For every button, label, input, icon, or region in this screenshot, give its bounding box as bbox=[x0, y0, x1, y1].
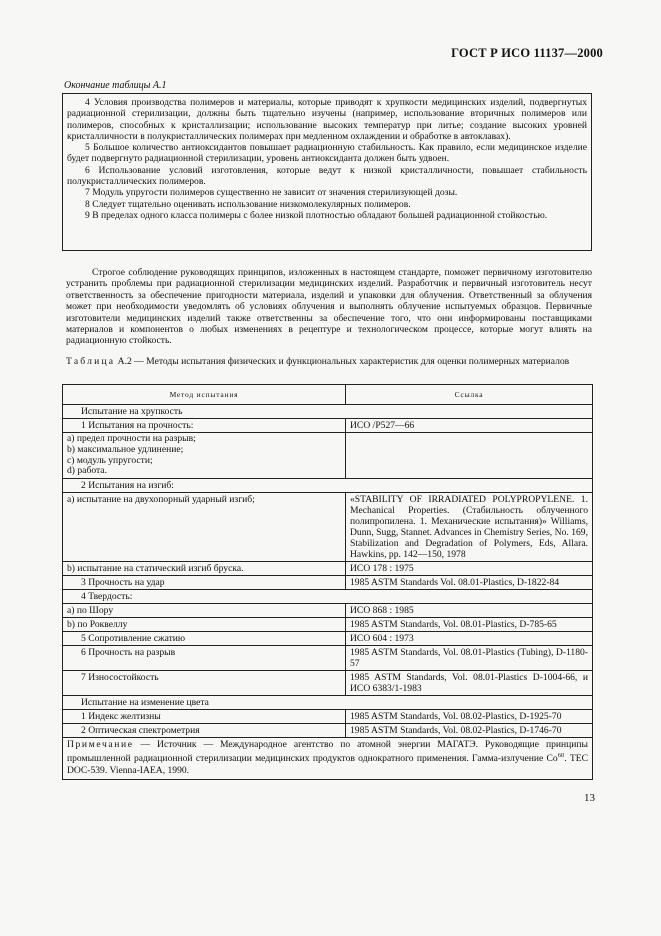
method-cell: 1 Индекс желтизны bbox=[63, 710, 346, 724]
table-row bbox=[63, 562, 593, 576]
reference-cell: 1985 ASTM Standards, Vol. 08.02-Plastics, D-1925-70 bbox=[346, 710, 593, 724]
list-item: b) максимальное удлинение; bbox=[67, 443, 184, 455]
table-a2-caption-text: А.2 — Методы испытания физических и функциональных характеристик для оценки полимерных материалов bbox=[117, 356, 570, 367]
table-row bbox=[63, 433, 593, 479]
list-item: а) предел прочности на разрыв; bbox=[67, 433, 196, 444]
reference-cell: ИСО 178 : 1975 bbox=[346, 562, 593, 576]
table-row bbox=[63, 618, 593, 632]
method-cell: b) испытание на статический изгиб бруска. bbox=[63, 562, 346, 576]
reference-cell: ИСО /Р527—66 bbox=[346, 419, 593, 433]
table-row bbox=[63, 671, 593, 696]
table-a1-item: 4 Условия производства полимеров и материалы, которые приводят к хрупкости медицинских изделий, подвергнутых радиационной стерилизации, должны быть тщательно изучены (например, использование вторичных полимеров или полимеров, способных к кристаллизации; использование высоких температур при литье; создание высоких уровней кристалличности в полукристаллических полимерах при медленном охлаждении и обработке в автоклавах). bbox=[67, 97, 587, 142]
method-cell: 3 Прочность на удар bbox=[63, 576, 346, 590]
method-cell: 6 Прочность на разрыв bbox=[63, 646, 346, 671]
method-cell: b) по Роквеллу bbox=[63, 618, 346, 632]
table-section-row bbox=[63, 696, 593, 710]
table-a1-item: 7 Модуль упругости полимеров существенно не зависит от значения стерилизующей дозы. bbox=[85, 187, 458, 199]
method-cell: 2 Оптическая спектрометрия bbox=[63, 724, 346, 738]
reference-cell: 1985 ASTM Standards, Vol. 08.01-Plastics (Tubing), D-1180-57 bbox=[346, 646, 593, 671]
note-text: — Источник — Международное агентство по атомной энергии МАГАТЭ. Руководящие принципы промышленной радиационной стерилизации медицинских продуктов однократного применения. Гамма-излучение Со bbox=[67, 739, 588, 765]
table-a2 bbox=[62, 384, 593, 738]
table-section-row bbox=[63, 405, 593, 419]
table-a1-item: 9 В пределах одного класса полимеры с более низкой плотностью обладают большей радиационной стойкостью. bbox=[85, 209, 548, 221]
method-cell: 1 Испытания на прочность: bbox=[63, 419, 346, 433]
table-row bbox=[63, 604, 593, 618]
column-header-reference: Ссылка bbox=[346, 385, 593, 405]
table-a1-item: 6 Использование условий изготовления, которые ведут к низкой кристалличности, повышает стабильность полукристаллических полимеров. bbox=[67, 164, 587, 188]
reference-cell: 1985 ASTM Standards, Vol. 08.01-Plastics D-1004-66, и ИСО 6383/1-1983 bbox=[346, 671, 593, 696]
list-item: d) работа. bbox=[67, 465, 107, 477]
table-row bbox=[63, 419, 593, 433]
table-a2-caption-word: Таблица bbox=[66, 356, 116, 367]
method-cell: а) испытание на двухопорный ударный изгиб; bbox=[63, 493, 346, 562]
list-item: с) модуль упругости; bbox=[67, 454, 153, 466]
note-superscript: 60 bbox=[557, 752, 565, 760]
table-row bbox=[63, 710, 593, 724]
section-color: Испытание на изменение цвета bbox=[63, 696, 593, 710]
table-a1-item: 8 Следует тщательно оценивать использование низкомолекулярных полимеров. bbox=[85, 198, 411, 210]
method-cell: 5 Сопротивление сжатию bbox=[63, 632, 346, 646]
method-cell: а) по Шору bbox=[63, 604, 346, 618]
table-row bbox=[63, 493, 593, 562]
table-a1-continuation bbox=[62, 93, 592, 251]
section-brittleness: Испытание на хрупкость bbox=[63, 405, 593, 419]
method-cell: 2 Испытания на изгиб: bbox=[63, 479, 593, 493]
table-row bbox=[63, 632, 593, 646]
reference-cell: ИСО 604 : 1973 bbox=[346, 632, 593, 646]
continuation-caption: Окончание таблицы А.1 bbox=[64, 80, 167, 91]
note-text-end: . TEC DOC-539. Vienna-IAEA, 1990. bbox=[67, 753, 588, 776]
table-row bbox=[63, 479, 593, 493]
method-cell bbox=[63, 433, 346, 479]
table-a2-caption bbox=[66, 356, 592, 367]
column-header-method: Метод испытания bbox=[63, 385, 346, 405]
method-cell: 4 Твердость: bbox=[63, 590, 593, 604]
document-header: ГОСТ Р ИСО 11137—2000 bbox=[451, 46, 603, 60]
reference-cell: 1985 ASTM Standards Vol. 08.01-Plastics, D-1822-84 bbox=[346, 576, 593, 590]
table-row bbox=[63, 646, 593, 671]
reference-cell bbox=[346, 433, 593, 479]
table-header-row bbox=[63, 385, 593, 405]
reference-cell: «STABILITY OF IRRADIATED POLYPROPYLENE. 1. Mechanical Properties. (Стабильность облученного полипропилена. 1. Механические испытания)» Williams, Dunn, Sugg, Stannet. Advances in Chemistry Series, No. 169, Stabilization and Degradation of Polymers, Eds, Allara. Hawkins, pp. 142—150, 1978 bbox=[346, 493, 593, 562]
page-number: 13 bbox=[584, 792, 595, 804]
table-row bbox=[63, 724, 593, 738]
table-row bbox=[63, 576, 593, 590]
reference-cell: ИСО 868 : 1985 bbox=[346, 604, 593, 618]
table-row bbox=[63, 590, 593, 604]
main-paragraph: Строгое соблюдение руководящих принципов, изложенных в настоящем стандарте, поможет первичному изготовителю устранить проблемы при радиационной стерилизации медицинских изделий. Разработчик и первичный изготовитель несут ответственность за обеспечение пригодности материала, изделий и упаковки для облучения. Ответственный за облучения может при необходимости уведомлять об условиях облучения и выполнять облучение испытуемых образцов. Первичные изготовители медицинских изделий также ответственны за обеспечение того, что они информированы поставщиками материалов и компонентов о любых изменениях в рецептуре и технологическом процессе, которые могут влиять на радиационную стойкость. bbox=[66, 267, 592, 347]
table-a1-item: 5 Большое количество антиоксидантов повышает радиационную стабильность. Как правило, если медицинское изделие будет подвергнуто радиационной стерилизации, уровень антиоксиданта должен быть удвоен. bbox=[67, 142, 587, 165]
reference-cell: 1985 ASTM Standards, Vol. 08.02-Plastics, D-1746-70 bbox=[346, 724, 593, 738]
method-cell: 7 Износостойкость bbox=[63, 671, 346, 696]
reference-cell: 1985 ASTM Standards, Vol. 08.01-Plastics, D-785-65 bbox=[346, 618, 593, 632]
note-word: Примечание bbox=[67, 739, 134, 750]
table-note bbox=[62, 738, 593, 780]
